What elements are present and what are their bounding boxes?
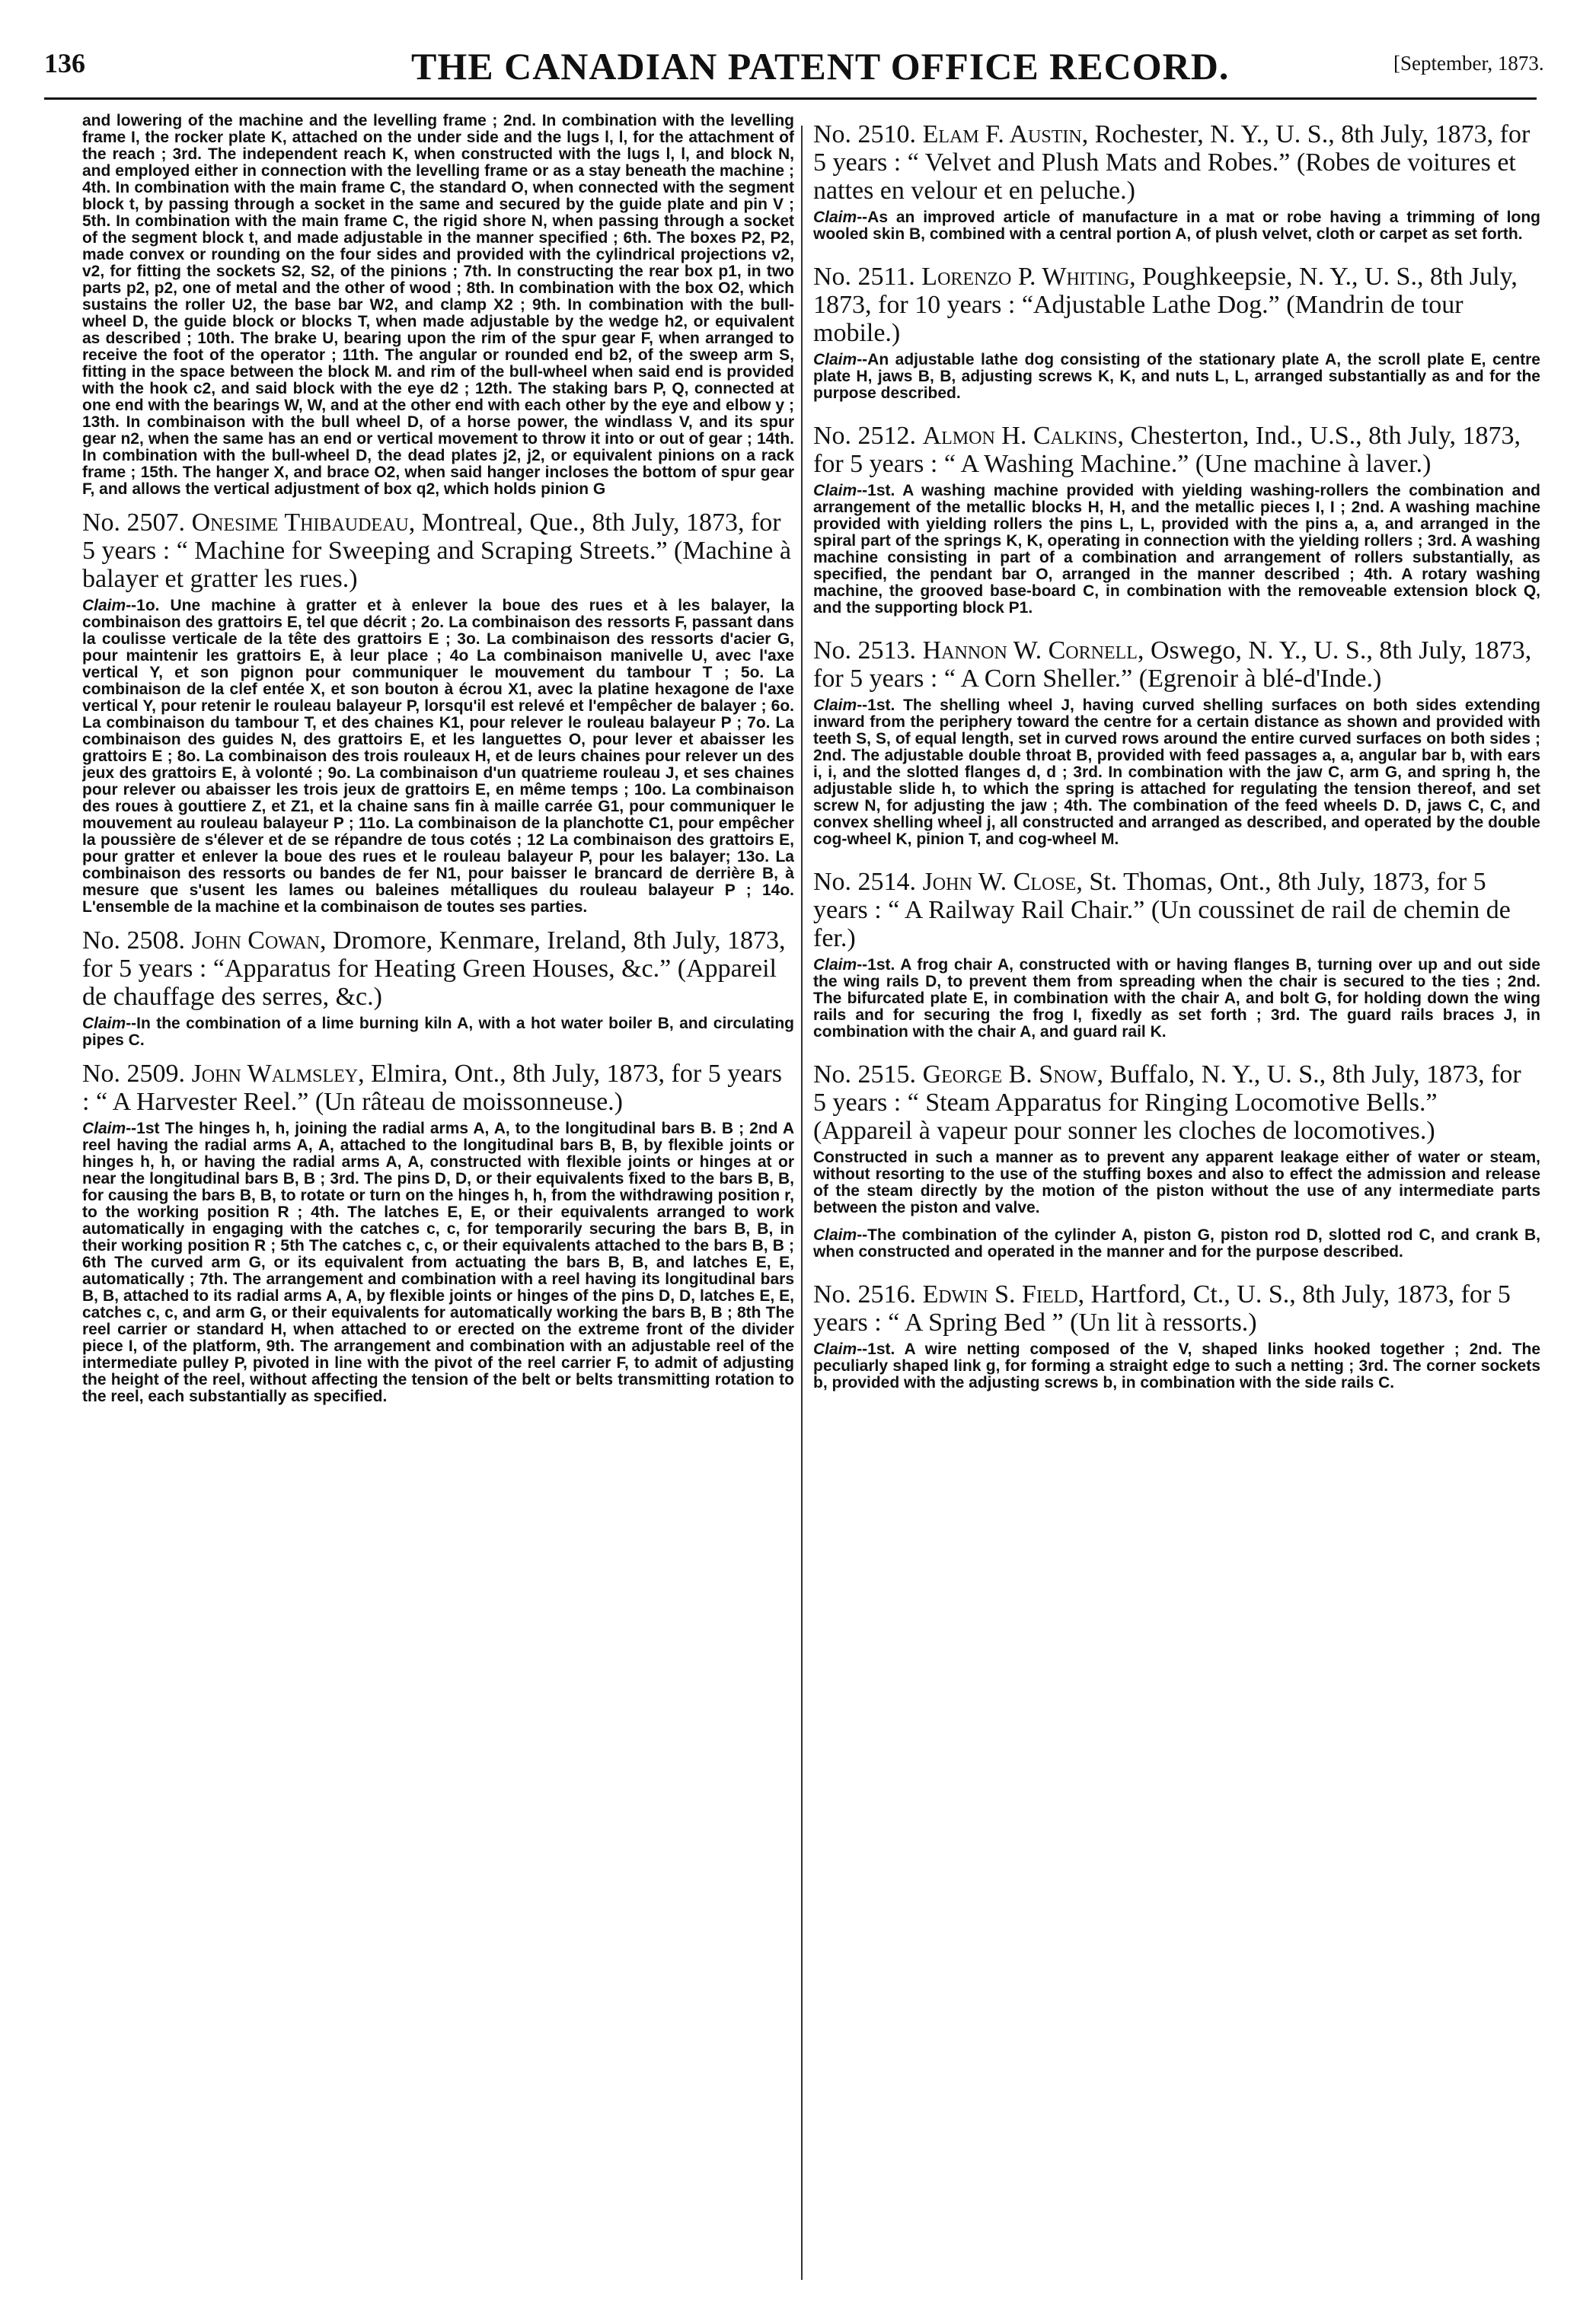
patent-inventor: John Cowan	[191, 926, 320, 955]
patent-claim	[813, 957, 1540, 1041]
patent-details: Oswego, N. Y., U. S., 8th July, 1873, for 5 years :	[813, 636, 1532, 693]
patent-details: St. Thomas, Ont., 8th July, 1873, for 5 years :	[813, 868, 1486, 924]
claim-label: Claim	[813, 1226, 857, 1244]
patent-details: Rochester, N. Y., U. S., 8th July, 1873, for 5 years :	[813, 120, 1531, 177]
continued-claim-text: and lowering of the machine and the levelling frame ; 2nd. In combination with the levelling frame I, the rocker plate K, attached on the under side and the lugs l, l, for the attachment of the reach ; 3rd. The independent reach K, when constructed with the lugs l, l, and block N, and employed either in connection with the levelling frame or as a stay beneath the machine ; 4th. In combination with the main frame C, the standard O, when connected with the segment block t, by passing through a socket in the same and secured by the guide plate and pin V ; 5th. In combination with the main frame C, the rigid shore N, when passing through a socket of the segment block t, and made adjustable in the manner specified ; 6th. The boxes P2, P2, made convex or rounding on the four sides and provided with the cylindrical projections v2, v2, for fitting the sockets S2, S2, of the pinions ; 7th. In constructing the rear box p1, in two parts p2, p2, one of metal and the other of wood ; 8th. In combination with the box O2, which sustains the roller U2, the base bar W2, and clamp X2 ; 9th. In combination with the bull-wheel D, the guide block or blocks T, when made adjustable by the wedge h2, or equivalent as described ; 10th. The brake U, bearing upon the rim of the spur gear F, when arranged to receive the foot of the operator ; 11th. The angular or rounded end b2, of the sweep arm S, fitting in the space between the block M. and rim of the bull-wheel when said end is provided with the hook c2, and said block with the eye d2 ; 12th. The staking bars P, Q, connected at one end with the bearings W, W, and at the other end with each other by the eye and elbow y ; 13th. In combinaison with the bull wheel D, of a horse power, the windlass V, and its spur gear n2, when the same has an end or vertical movement to throw it into or out of gear ; 14th. In combination with the bull-wheel D, the dead plates j2, j2, or equivalent pinions on a rack frame ; 15th. The hanger X, and brace O2, when said hanger incloses the bottom of spur gear F, and allows the vertical adjustment of box q2, which holds pinion G	[82, 113, 794, 498]
patent-entry-2507	[82, 508, 794, 916]
patent-entry-2514	[813, 868, 1540, 1041]
patent-entry-2512	[813, 422, 1540, 617]
patent-claim	[82, 598, 794, 916]
patent-details: Dromore, Kenmare, Ireland, 8th July, 1873, for 5 years :	[82, 926, 786, 983]
patent-details: Chesterton, Ind., U.S., 8th July, 1873, for 5 years :	[813, 422, 1521, 478]
column-divider	[801, 126, 803, 2280]
patent-inventor: Almon H. Calkins	[922, 422, 1118, 450]
patent-title-fr: (Robes de voitures et nattes en velour et en peluche.)	[813, 148, 1516, 205]
claim-text: --1st. A wire netting composed of the V, shaped links hooked together ; 2nd. The peculiarly shaped link g, for forming a straight edge to such a netting ; 3rd. The corner sockets b, provided with the adjusting screws b, in combination with the side rails C.	[813, 1341, 1540, 1392]
patent-number: No. 2510.	[813, 120, 917, 148]
patent-title-en: “ A Spring Bed ”	[888, 1309, 1064, 1337]
claim-text: --1o. Une machine à gratter et à enlever la boue des rues et à les balayer, la combinaison des grattoirs E, tel que décrit ; 2o. La combinaison des ressorts F, passant dans la coulisse verticale de la tête des grattoirs E ; 3o. La combinaison des ressorts d'acier G, pour maintenir les grattoirs E, à leur place ; 4o La combinaison manivelle U, avec l'axe vertical Y, et son pignon pour communiquer le mouvement du tambour T ; 5o. La combinaison de la clef entée X, et son bouton à écrou X1, avec la platine hexagone de l'axe vertical Y, pour retenir le rouleau balayeur P, lorsqu'il est relevé et l'empêcher de balayer ; 6o. La combinaison du tambour T, et des chaines K1, pour relever le rouleau balayeur P ; 7o. La combinaison des guides N, des grattoirs E, et les languettes O, pour lever et abaisser les grattoirs E ; 8o. La combinaison des trois rouleaux H, et de leurs chaines pour relever un des jeux des grattoirs E, à volonté ; 9o. La combinaison d'un quatrieme rouleau J, et ses chaines pour relever ou abaisser les trois jeux de grattoirs E, en même temps ; 10o. La combinaison des roues à gouttiere Z, et Z1, et la chaine sans fin à maille carrée G1, pour communiquer le mouvement au rouleau balayeur P ; 11o. La combinaison de la planchotte C1, pour empêcher la poussière de s'élever et de se répandre de tous cotés ; 12 La combinaison des grattoirs E, pour gratter et enlever la boue des rues et le rouleau balayeur P, pour les balayer; 13o. La combinaison des ressorts ou bandes de fer N1, pour baisser le brancard de derrière B, à mesure que s'usent les lames ou baleines métalliques du rouleau balayeur P ; 14o. L'ensemble de la machine et la combinaison de toutes ses parties.	[82, 597, 794, 916]
claim-text: --1st. The shelling wheel J, having curved shelling surfaces on both sides extending inward from the periphery toward the centre for a certain distance as shown and provided with teeth S, S, of equal length, set in curved rows around the entire curved surfaces on both sides ; 2nd. The adjustable double throat B, provided with feed passages a, a, angular bar b, with ears i, i, and the slotted flanges d, d ; 3rd. In combination with the jaw C, arm G, and spring h, the adjustable slide h, to which the spring is attached for regulating the tension thereof, and set screw N, for adjusting the jaw ; 4th. The combination of the feed wheels D. D, jaws C, C, and convex shelling wheel j, all constructed and arranged as described, and operated by the double cog-wheel K, pinion T, and cog-wheel M.	[813, 697, 1540, 848]
claim-label: Claim	[813, 351, 857, 368]
patent-number: No. 2509.	[82, 1060, 186, 1088]
patent-inventor: John Walmsley	[191, 1060, 359, 1088]
patent-details: Poughkeepsie, N. Y., U. S., 8th July, 1873, for 10 years :	[813, 263, 1518, 319]
patent-inventor: Lorenzo P. Whiting	[921, 263, 1130, 291]
patent-entry-2515	[813, 1060, 1540, 1261]
patent-number: No. 2515.	[813, 1060, 917, 1089]
patent-inventor: Edwin S. Field	[922, 1280, 1078, 1309]
patent-details: Montreal, Que., 8th July, 1873, for 5 years :	[82, 508, 781, 565]
patent-number: No. 2512.	[813, 422, 917, 450]
patent-details: Hartford, Ct., U. S., 8th July, 1873, for 5 years :	[813, 1280, 1511, 1337]
patent-title-fr: (Un coussinet de rail de chemin de fer.)	[813, 896, 1511, 952]
patent-heading: No. 2510. Elam F. Austin, Rochester, N. Y., U. S., 8th July, 1873, for 5 years : “ Velvet and Plush Mats and Robes.” (Robes de voitures et nattes en velour et en peluche.)	[813, 120, 1531, 205]
patent-heading: No. 2516. Edwin S. Field, Hartford, Ct., U. S., 8th July, 1873, for 5 years : “ A Spring Bed ” (Un lit à ressorts.)	[813, 1280, 1511, 1337]
patent-details: Buffalo, N. Y., U. S., 8th July, 1873, for 5 years :	[813, 1060, 1521, 1117]
claim-text: --1st. A washing machine provided with yielding washing-rollers the combination and arrangement of the metallic blocks H, H, and the metallic pieces I, I ; 2nd. A washing machine provided with yielding rollers the pins L, L, provided with the pins a, a, and arranged in the spiral part of the springs K, K, operating in connection with the yielding rollers ; 3rd. A washing machine consisting in part of a combination and arrangement of rollers substantially, as specified, the pendant bar O, arranged in the manner described ; 4th. A rotary washing machine, the grooved base-board C, in combination with the removeable extension block Q, and the supporting block P1.	[813, 482, 1540, 617]
patent-claim	[82, 1121, 794, 1405]
patent-title-en: “ A Harvester Reel.”	[95, 1088, 309, 1116]
patent-heading: No. 2508. John Cowan, Dromore, Kenmare, Ireland, 8th July, 1873, for 5 years : “Apparatus for Heating Green Houses, &c.” (Appareil de chauffage des serres, &c.)	[82, 926, 786, 1011]
patent-number: No. 2513.	[813, 636, 917, 665]
claim-label: Claim	[82, 1120, 126, 1137]
patent-heading: No. 2512. Almon H. Calkins, Chesterton, Ind., U.S., 8th July, 1873, for 5 years : “ A Washing Machine.” (Une machine à laver.)	[813, 422, 1521, 478]
patent-title-en: “ Steam Apparatus for Ringing Locomotive Bells.”	[907, 1089, 1438, 1117]
patent-title-en: “ A Railway Rail Chair.”	[888, 896, 1145, 924]
journal-title: THE CANADIAN PATENT OFFICE RECORD.	[411, 45, 1230, 88]
patent-heading: No. 2515. George B. Snow, Buffalo, N. Y., U. S., 8th July, 1873, for 5 years : “ Steam Apparatus for Ringing Locomotive Bells.” (Appareil à vapeur pour sonner les cloches de locomotives.)	[813, 1060, 1521, 1145]
patent-intro: Constructed in such a manner as to prevent any apparent leakage either of water or steam, without resorting to the use of the stuffing boxes and also to effect the admission and release of the steam directly by the motion of the piston without the use of any intermediate parts between the piston and valve.	[813, 1149, 1540, 1216]
patent-title-fr: (Une machine à laver.)	[1195, 450, 1432, 478]
claim-label: Claim	[813, 482, 857, 499]
header-rule	[44, 97, 1537, 100]
patent-claim	[813, 209, 1540, 243]
patent-claim	[813, 352, 1540, 402]
patent-title-fr: (Un râteau de moissonneuse.)	[314, 1088, 623, 1116]
patent-title-en: “Adjustable Lathe Dog.”	[1021, 291, 1280, 319]
patent-claim	[813, 483, 1540, 617]
patent-title-fr: (Mandrin de tour mobile.)	[813, 291, 1463, 347]
claim-label: Claim	[82, 1015, 126, 1032]
claim-text: --The combination of the cylinder A, piston G, piston rod D, slotted rod C, and crank B, when constructed and operated in the manner and for the purpose described.	[813, 1226, 1540, 1261]
patent-number: No. 2508.	[82, 926, 186, 955]
patent-title-en: “ A Corn Sheller.”	[943, 665, 1133, 693]
patent-claim	[82, 1015, 794, 1049]
patent-claim	[813, 1341, 1540, 1392]
claim-label: Claim	[82, 597, 126, 614]
patent-inventor: George B. Snow	[922, 1060, 1097, 1089]
patent-title-fr: (Appareil de chauffage des serres, &c.)	[82, 955, 777, 1011]
left-column	[82, 113, 794, 2305]
patent-number: No. 2507.	[82, 508, 186, 537]
patent-title-fr: (Un lit à ressorts.)	[1070, 1309, 1257, 1337]
claim-label: Claim	[813, 956, 857, 974]
patent-inventor: Hannon W. Cornell	[922, 636, 1138, 665]
patent-inventor: Onesime Thibaudeau	[191, 508, 409, 537]
patent-heading: No. 2507. Onesime Thibaudeau, Montreal, Que., 8th July, 1873, for 5 years : “ Machine for Sweeping and Scraping Streets.” (Machine à balayer et gratter les rues.)	[82, 508, 791, 593]
patent-title-fr: (Appareil à vapeur pour sonner les cloches de locomotives.)	[813, 1117, 1435, 1145]
patent-number: No. 2516.	[813, 1280, 917, 1309]
patent-heading: No. 2514. John W. Close, St. Thomas, Ont., 8th July, 1873, for 5 years : “ A Railway Rail Chair.” (Un coussinet de rail de chemin de fer.)	[813, 868, 1511, 952]
patent-claim	[813, 697, 1540, 848]
patent-entry-2509	[82, 1060, 794, 1405]
issue-date: [September, 1873.	[1393, 52, 1544, 75]
patent-number: No. 2514.	[813, 868, 917, 896]
claim-text: --1st The hinges h, h, joining the radial arms A, A, to the longitudinal bars B. B ; 2nd A reel having the radial arms A, A, attached to the longitudinal bars B, B, by flexible joints or hinges h, h, or having the radial arms A, A, constructed with flexible joints or hinges at or near the longitudinal bars B, B ; 3rd. The pins D, D, or their equivalents fixed to the bars B, B, for causing the bars B, B, to rotate or turn on the hinges h, h, from the withdrawing position r, to the working position R ; 4th. The latches E, E, or their equivalents arranged to work automatically in engaging with the catches c, c, for temporarily securing the bars B, B, in their working position R ; 5th The catches c, c, or their equivalents attached to the bars B, B ; 6th The curved arm G, or its equivalent from actuating the bars B, B, and latches E, E, automatically ; 7th. The arrangement and combination with a reel having its longitudinal bars B, B, attached to its radial arms A, A, by flexible joints or hinges of the pins D, D, latches E, E, catches c, c, and arm G, or their equivalents for automatically working the bars B, B ; 8th The reel carrier or standard H, when attached to or erected on the extreme front of the divider piece I, of the platform, 9th. The arrangement and combination with an adjustable reel of the intermediate pulley P, pivoted in line with the pivot of the reel carrier F, to admit of adjusting the height of the reel, without affecting the tension of the belt or belts transmitting rotation to the reel, each substantially as specified.	[82, 1120, 794, 1405]
claim-text: --An adjustable lathe dog consisting of the stationary plate A, the scroll plate E, centre plate H, jaws B, B, adjusting screws K, K, and nuts L, L, arranged substantially as and for the purpose described.	[813, 351, 1540, 402]
patent-heading: No. 2509. John Walmsley, Elmira, Ont., 8th July, 1873, for 5 years : “ A Harvester Reel.” (Un râteau de moissonneuse.)	[82, 1060, 782, 1116]
claim-label: Claim	[813, 209, 857, 226]
patent-entry-2511	[813, 263, 1540, 402]
patent-heading: No. 2513. Hannon W. Cornell, Oswego, N. Y., U. S., 8th July, 1873, for 5 years : “ A Corn Sheller.” (Egrenoir à blé-d'Inde.)	[813, 636, 1532, 693]
patent-title-en: “Apparatus for Heating Green Houses, &c.”	[212, 955, 672, 983]
patent-title-en: “ Velvet and Plush Mats and Robes.”	[907, 148, 1291, 177]
claim-label: Claim	[813, 1341, 857, 1358]
patent-title-en: “ Machine for Sweeping and Scraping Streets.”	[176, 537, 668, 565]
patent-number: No. 2511.	[813, 263, 915, 291]
claim-label: Claim	[813, 697, 857, 714]
claim-text: --As an improved article of manufacture in a mat or robe having a trimming of long wooled skin B, combined with a central portion A, of plush velvet, cloth or carpet as set forth.	[813, 209, 1540, 243]
patent-inventor: Elam F. Austin	[922, 120, 1082, 148]
patent-entry-2513	[813, 636, 1540, 848]
right-column	[813, 113, 1540, 2305]
patent-entry-2510	[813, 120, 1540, 243]
patent-details: Elmira, Ont., 8th July, 1873, for 5 years :	[82, 1060, 782, 1116]
patent-claim	[813, 1227, 1540, 1261]
patent-heading: No. 2511. Lorenzo P. Whiting, Poughkeepsie, N. Y., U. S., 8th July, 1873, for 10 years : “Adjustable Lathe Dog.” (Mandrin de tour mobile.)	[813, 263, 1518, 347]
patent-title-en: “ A Washing Machine.”	[943, 450, 1189, 478]
patent-title-fr: (Egrenoir à blé-d'Inde.)	[1138, 665, 1382, 693]
page-number: 136	[44, 48, 85, 78]
claim-text: --1st. A frog chair A, constructed with or having flanges B, turning over up and out side the wing rails D, to prevent them from spreading when the chair is secured to the ties ; 2nd. The bifurcated plate E, in combination with the chair A, and bolt G, for holding down the wing rails and for securing the frog I, fixedly as set forth ; 3rd. The guard rails braces J, in combination with the chair A, and guard rail K.	[813, 956, 1540, 1041]
patent-entry-2508	[82, 926, 794, 1049]
claim-text: --In the combination of a lime burning kiln A, with a hot water boiler B, and circulating pipes C.	[82, 1015, 794, 1049]
patent-title-fr: (Machine à balayer et gratter les rues.)	[82, 537, 791, 593]
patent-inventor: John W. Close	[922, 868, 1077, 896]
patent-entry-2516	[813, 1280, 1540, 1392]
